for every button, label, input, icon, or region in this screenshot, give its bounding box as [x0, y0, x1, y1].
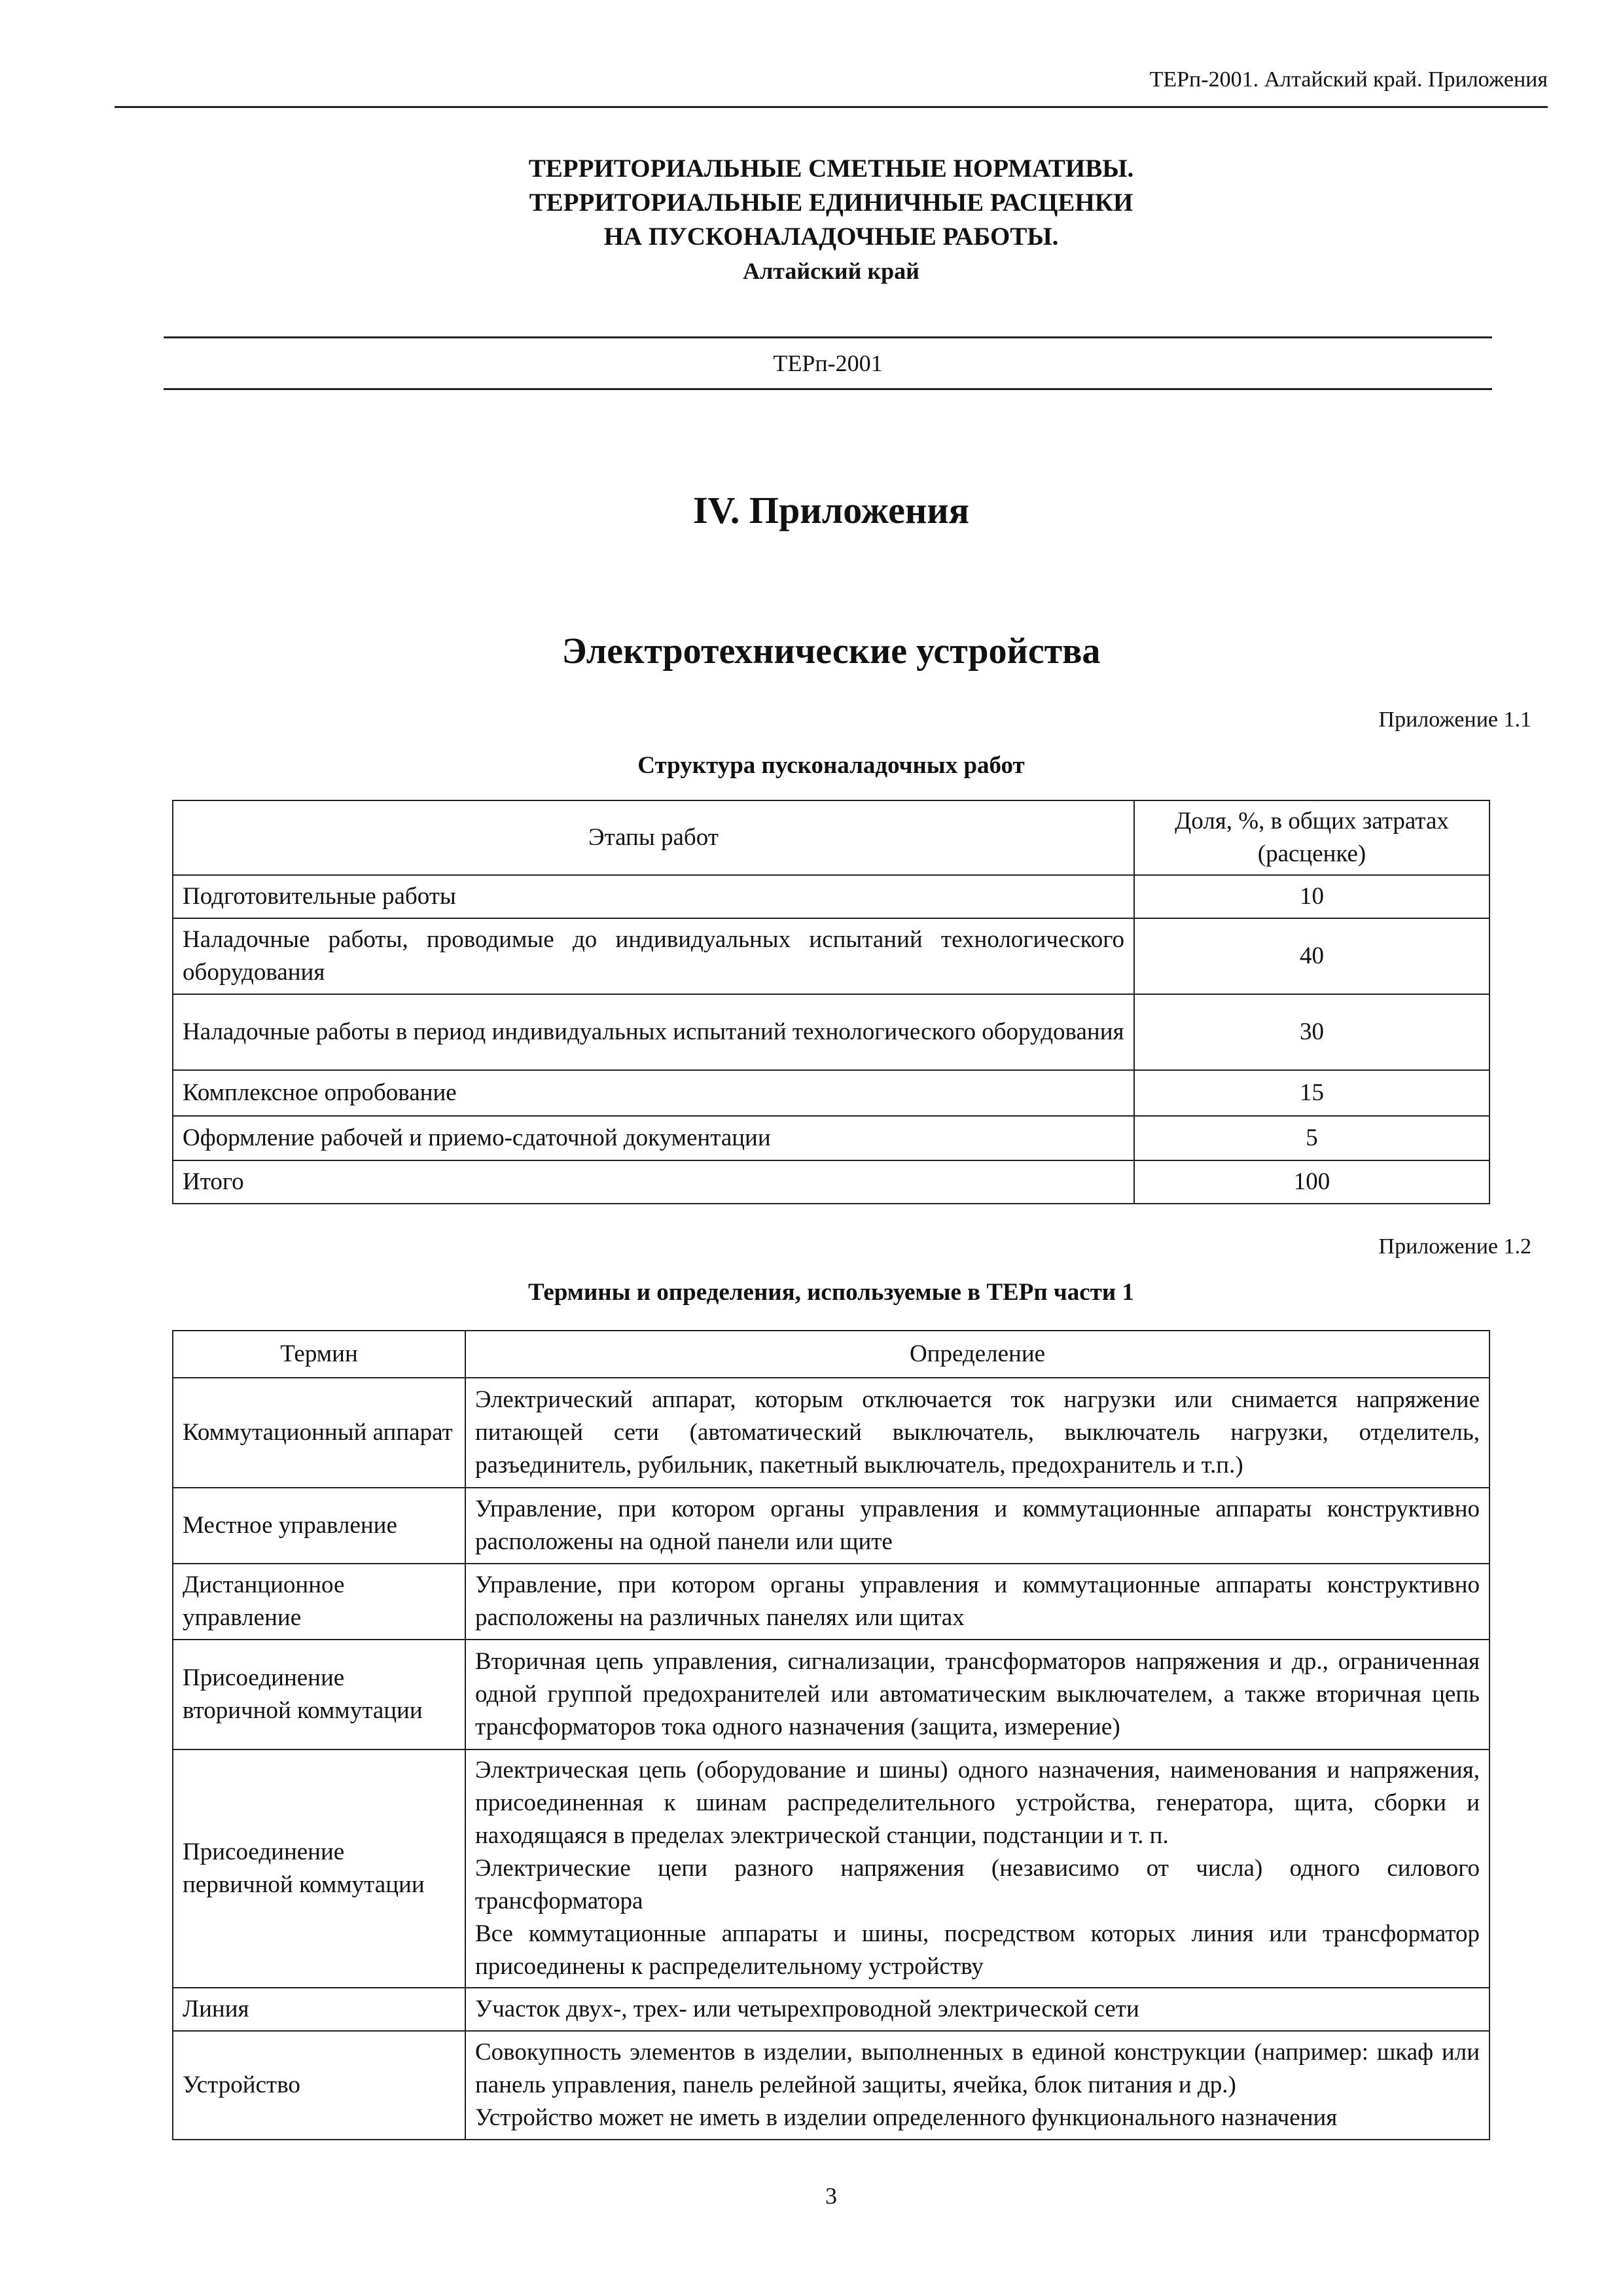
- document-title-line-3: НА ПУСКОНАЛАДОЧНЫЕ РАБОТЫ.: [603, 223, 1059, 251]
- definition-paragraph: Электрические цепи разного напряжения (независимо от числа) одного силового трансформатора: [475, 1855, 1480, 1914]
- column-header-term: Термин: [173, 1331, 465, 1378]
- share-cell: 15: [1134, 1070, 1489, 1116]
- total-share-cell: 100: [1134, 1160, 1489, 1204]
- term-cell: Присоединение вторичной коммутации: [173, 1640, 465, 1749]
- table-row: [173, 1640, 1489, 1749]
- term-cell: Присоединение первичной коммутации: [173, 1749, 465, 1988]
- work-structure-table: [172, 800, 1490, 1204]
- table-row: [173, 875, 1489, 918]
- subsection-title: Электротехнические устройства: [562, 631, 1101, 672]
- definition-paragraph: Электрическая цепь (оборудование и шины) одного назначения, наименования и напряжения, присоединенная к шинам распределительного устройства, генератора, щита, сборки и находящаяся в пределах электрической станции, подстанции и т. п.: [475, 1757, 1480, 1849]
- table-row: [173, 1070, 1489, 1116]
- share-cell: 5: [1134, 1116, 1489, 1160]
- table-row: [173, 1116, 1489, 1160]
- document-code-band: [164, 336, 1492, 390]
- table-row: [173, 994, 1489, 1070]
- appendix-1-2-caption: Термины и определения, используемые в ТЕРп части 1: [528, 1279, 1134, 1306]
- share-cell: 30: [1134, 994, 1489, 1070]
- table-total-row: [173, 1160, 1489, 1204]
- definition-cell: [465, 2031, 1489, 2140]
- definition-paragraph: Все коммутационные аппараты и шины, посредством которых линия или трансформатор присоединены к распределительному устройству: [475, 1920, 1480, 1980]
- document-title-line-1: ТЕРРИТОРИАЛЬНЫЕ СМЕТНЫЕ НОРМАТИВЫ.: [528, 154, 1134, 183]
- document-code: ТЕРп-2001: [773, 350, 883, 376]
- column-header-stages: Этапы работ: [173, 800, 1134, 875]
- appendix-1-2-label: Приложение 1.2: [1378, 1234, 1531, 1259]
- definition-cell: Электрический аппарат, которым отключается ток нагрузки или снимается напряжение питающей сети (автоматический выключатель, выключатель нагрузки, отделитель, разъединитель, рубильник, пакетный выключатель, предохранитель и т.п.): [465, 1378, 1489, 1488]
- definition-cell: Управление, при котором органы управления и коммутационные аппараты конструктивно расположены на одной панели или щите: [465, 1488, 1489, 1564]
- table-row: [173, 2031, 1489, 2140]
- term-cell: Дистанционное управление: [173, 1564, 465, 1640]
- terms-definitions-table: [172, 1330, 1490, 2140]
- table-row: [173, 918, 1489, 994]
- share-cell: 10: [1134, 875, 1489, 918]
- table-row: [173, 1488, 1489, 1564]
- term-cell: Устройство: [173, 2031, 465, 2140]
- running-header: [115, 60, 1548, 108]
- definition-cell: Управление, при котором органы управления и коммутационные аппараты конструктивно расположены на различных панелях или щитах: [465, 1564, 1489, 1640]
- page-number: 3: [825, 2183, 837, 2209]
- document-region: Алтайский край: [743, 258, 919, 284]
- table-row: [173, 1988, 1489, 2031]
- running-header-title: ТЕРп-2001. Алтайский край. Приложения: [1149, 67, 1548, 92]
- section-title: IV. Приложения: [692, 489, 970, 531]
- definition-cell: [465, 1749, 1489, 1988]
- table-row: [173, 1749, 1489, 1988]
- stage-cell: Наладочные работы в период индивидуальных испытаний технологического оборудования: [173, 994, 1134, 1070]
- appendix-1-1-caption: Структура пусконаладочных работ: [637, 752, 1025, 779]
- document-title: [115, 152, 1548, 288]
- document-title-line-2: ТЕРРИТОРИАЛЬНЫЕ ЕДИНИЧНЫЕ РАСЦЕНКИ: [529, 188, 1133, 217]
- term-cell: Линия: [173, 1988, 465, 2031]
- table-header-row: [173, 1331, 1489, 1378]
- appendix-1-1-label: Приложение 1.1: [1378, 708, 1531, 732]
- definition-cell: Вторичная цепь управления, сигнализации, трансформаторов напряжения и др., ограниченная одной группой предохранителей или автоматическим выключателем, а также вторичная цепь трансформаторов тока одного назначения (защита, измерение): [465, 1640, 1489, 1749]
- definition-paragraph: Совокупность элементов в изделии, выполненных в единой конструкции (например: шкаф или панель управления, панель релейной защиты, ячейка, блок питания и др.): [475, 2039, 1480, 2098]
- stage-cell: Наладочные работы, проводимые до индивидуальных испытаний технологического оборудования: [173, 918, 1134, 994]
- term-cell: Местное управление: [173, 1488, 465, 1564]
- column-header-share: Доля, %, в общих затратах (расценке): [1134, 800, 1489, 875]
- stage-cell: Подготовительные работы: [173, 875, 1134, 918]
- definition-paragraph: Устройство может не иметь в изделии определенного функционального назначения: [475, 2104, 1338, 2131]
- definition-cell: Участок двух-, трех- или четырехпроводной электрической сети: [465, 1988, 1489, 2031]
- stage-cell: Оформление рабочей и приемо-сдаточной документации: [173, 1116, 1134, 1160]
- term-cell: Коммутационный аппарат: [173, 1378, 465, 1488]
- table-row: [173, 1564, 1489, 1640]
- column-header-definition: Определение: [465, 1331, 1489, 1378]
- table-header-row: [173, 800, 1489, 875]
- share-cell: 40: [1134, 918, 1489, 994]
- total-label-cell: Итого: [173, 1160, 1134, 1204]
- stage-cell: Комплексное опробование: [173, 1070, 1134, 1116]
- table-row: [173, 1378, 1489, 1488]
